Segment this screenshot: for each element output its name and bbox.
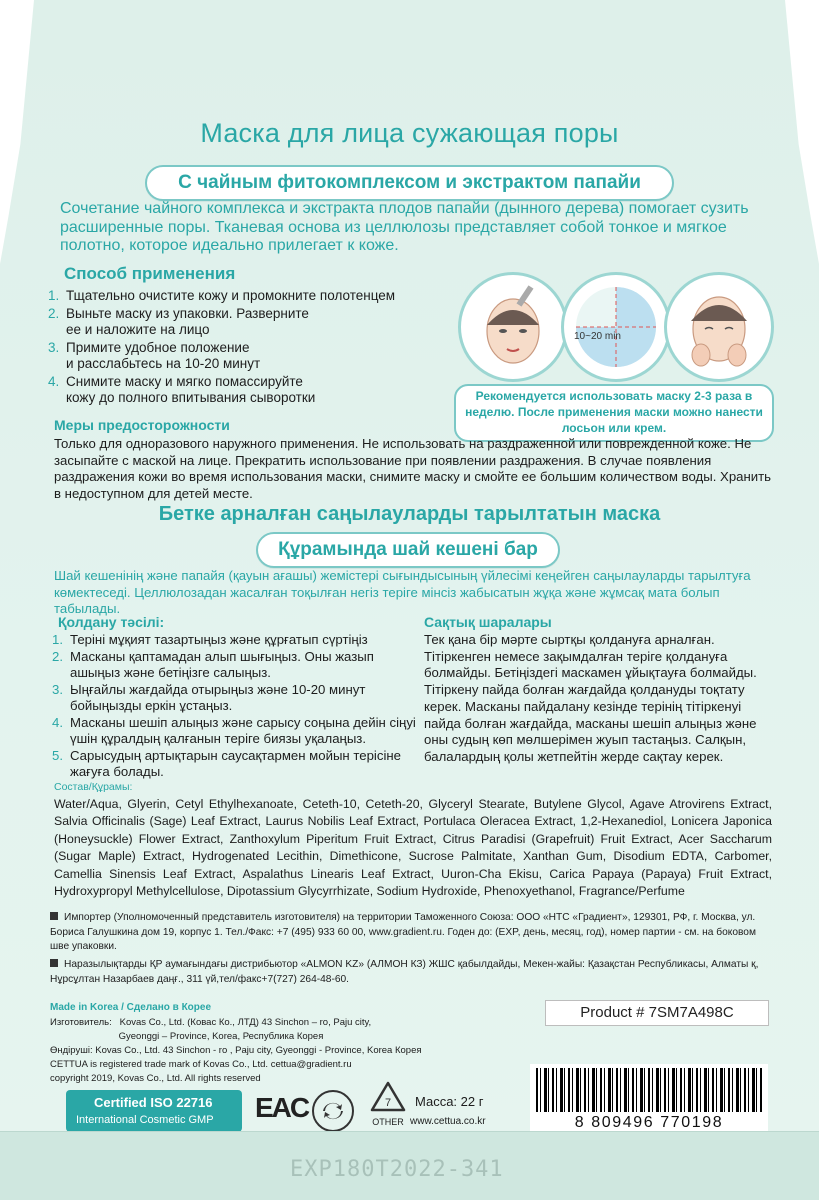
list-item: и расслабьтесь на 10-20 минут [66, 356, 261, 371]
list-item: 1. Тщательно очистите кожу и промокните полотенцем [48, 288, 396, 303]
list-item: кожу до полного впитывания сыворотки [66, 390, 316, 405]
seal-imprint: EXP180T2022-341 [290, 1157, 504, 1182]
usage-heading: Способ применения [64, 264, 236, 283]
kz-usage-steps [52, 632, 417, 781]
product-title: Маска для лица сужающая поры [200, 118, 619, 148]
bullet-icon [50, 959, 58, 967]
list-item: 3. Примите удобное положение [48, 340, 250, 355]
list-item: 3. Ыңғайлы жағдайда отырыңыз және 10-20 минут бойыңызды еркін ұстаңыз. [52, 681, 366, 713]
precautions-heading: Меры предосторожности [54, 417, 230, 433]
list-item: 4. Снимите маску и мягко помассируйте [48, 374, 303, 389]
list-item: 4. Масканы шешіп алыңыз және сарысу соңына дейін сіңуі үшін құралдың қалғанын теріге биязы уқалаңыз. [52, 714, 416, 746]
kz-title: Бетке арналған саңылауларды тарылтатын маска [158, 503, 661, 525]
green-dot-recycle-icon [312, 1090, 354, 1132]
iso-badge: Certified ISO 22716 International Cosmetic GMP [66, 1090, 242, 1132]
list-item: 2. Масканы қаптамадан алып шығыңыз. Оны жазып ашыңыз және бетіңізге салыңыз. [52, 648, 374, 680]
kz-usage-heading: Қолдану тәсілі: [58, 614, 165, 630]
list-item: 5. Сарысудың артықтарын саусақтармен мойын терісіне жағуға болады. [52, 747, 401, 779]
list-item: 1. Теріні мұқият тазартыңыз және құрғатып сүртіңіз [52, 632, 368, 647]
subtitle-badge: С чайным фитокомплексом и экстрактом папайи [145, 165, 674, 201]
website: www.cettua.co.kr [410, 1116, 486, 1127]
eac-mark-icon: EAC [255, 1092, 309, 1123]
importer-info: Импортер (Уполномоченный представитель изготовителя) на территории Таможенного Союза: ООО «НТС «Градиент», 129301, РФ, г. Москва, ул. Бориса Галушкина дом 19, корпус 1. Тел./Факс: +7 (495) 933 60 00, www.gradient.ru. Годен до: (EXP, день, месяц, год), номер партии - см. на боковом шве упаковки. [50, 912, 756, 952]
bullet-icon [50, 912, 58, 920]
bottom-seal-strip [0, 1131, 819, 1200]
intro-text: Сочетание чайного комплекса и экстракта плодов папайи (дынного дерева) помогает сузить расширенные поры. Тканевая основа из целлюлозы представляет собой тонкое и мягкое полотно, которое идеально прилегает к коже. [60, 200, 749, 254]
list-item: 2. Выньте маску из упаковки. Разверните [48, 306, 309, 321]
manufacturer-info: Изготовитель: Kovas Co., Ltd. (Ковас Ко., ЛТД) 43 Sinchon – ro, Paju city, Gyeonggi – Province, Korea, Республика Корея Өндіруші: Kovas Co., Ltd. 43 Sinchon - ro , Paju city, Gyeonggi - Province, Korea Корея CETTUA is registered trade mark of Kovas Co., Ltd. cettua@gradient.ru copyright 2019, Kovas Co., Ltd. All rights reserved [50, 1017, 422, 1084]
tear-notch-left [0, 0, 34, 1200]
barcode [530, 1064, 768, 1136]
precautions-text: Только для одноразового наружного применения. Не использовать на раздраженной или поврежденной коже. Не засыпайте с маской на лице. Прекратить использование при появлении раздражения. В случае появления раздражения кожи во время использования маски, снимите маску и смойте ее большим количеством воды. Хранить в недоступном для детей месте. [54, 436, 772, 502]
face-mask-on-icon [458, 272, 568, 382]
made-in: Made in Korea / Сделано в Корее [50, 1002, 212, 1013]
recycle-other-icon: 7 OTHER [366, 1080, 410, 1127]
svg-text:7: 7 [384, 1097, 392, 1109]
kz-intro-text: Шай кешенінің және папайя (қауын ағашы) жемістері сығындысының үйлесімі кеңейген саңылауларды тарылтуға көмектеседі. Целлюлозадан жасалған тоқылған негіз теріге мінсіз жабысатын жұқа және жұмсақ мата болып табылады. [54, 568, 751, 616]
usage-illustration [458, 272, 768, 384]
net-weight: Масса: 22 г [415, 1094, 484, 1109]
barcode-number: 8 809496 770198 [574, 1114, 724, 1131]
composition-label: Состав/Құрамы: [54, 781, 133, 793]
ingredients-list: Water/Aqua, Glyerin, Cetyl Ethylhexanoate, Ceteth-10, Ceteth-20, Glyceryl Stearate, Butylene Glycol, Agave Atrovirens Extract, Salvia Officinalis (Sage) Leaf Extract, Laurus Nobilis Leaf Extract, Portulaca Oleracea Extract, 1,2-Hexanediol, Lonicera Japonica (Honeysuckle) Flower Extract, Zanthoxylum Piperitum Fruit Extract, Citrus Paradisi (Grapefruit) Fruit Extract, Acer Saccharum (Sugar Maple) Extract, Hydrogenated Lecithin, Dimethicone, Sucrose Palmitate, Xanthan Gum, Disodium EDTA, Carbomer, Camellia Sinensis Leaf Extract, Aspalathus Linearis Leaf Extract, Uuron-Cha Ekisu, Carica Papaya (Papaya) Fruit Extract, Hydroxypropyl Methylcellulose, Dipotassium Glycyrrhizate, Sodium Hydroxide, Phenoxyethanol, Fragrance/Perfume [54, 797, 772, 899]
kz-precautions-heading: Сақтық шаралары [424, 614, 552, 630]
barcode-bars [536, 1068, 762, 1112]
kz-subtitle-badge: Құрамында шай кешені бар [256, 532, 560, 568]
list-item: ее и наложите на лицо [66, 322, 210, 337]
recommendation-box: Рекомендуется использовать маску 2-3 раза в неделю. После применения маски можно нанести лосьон или крем. [454, 384, 774, 442]
kz-precautions-text: Тек қана бір мәрте сыртқы қолдануға арналған. Тітіркенген немесе зақымдалған теріге қолдануға болмайды. Бетіңіздегі маскамен ұйықтауға болмайды. Тітіркену пайда болған жағдайда қолдануды тоқтату керек. Масканы пайдалану кезінде терінің тітіркенуі пайда болған жағдайда, масканы шешіп алыңыз және оны судың көп мөлшерімен жуып тастаңыз. Салқын, балалардың қолы жетпейтін жерде сақтау керек. [424, 632, 757, 764]
product-code: Product # 7SM7A498C [545, 1000, 769, 1026]
usage-steps [48, 288, 448, 408]
face-massage-icon [664, 272, 774, 382]
timer-label: 10~20 min [574, 331, 621, 342]
timer-icon [561, 272, 671, 382]
tear-notch-right [785, 0, 819, 1200]
kz-distributor-info: Наразылықтарды ҚР аумағындағы дистрибьютор «ALMON KZ» (АЛМОН КЗ) ЖШС қабылдайды, Мекен-жайы: Қазақстан Республикасы, Алматы қ, Нұрсұлтан Назарбаев даңғ., 311 үй,тел/факс+7(727) 264-48-60. [50, 959, 759, 985]
